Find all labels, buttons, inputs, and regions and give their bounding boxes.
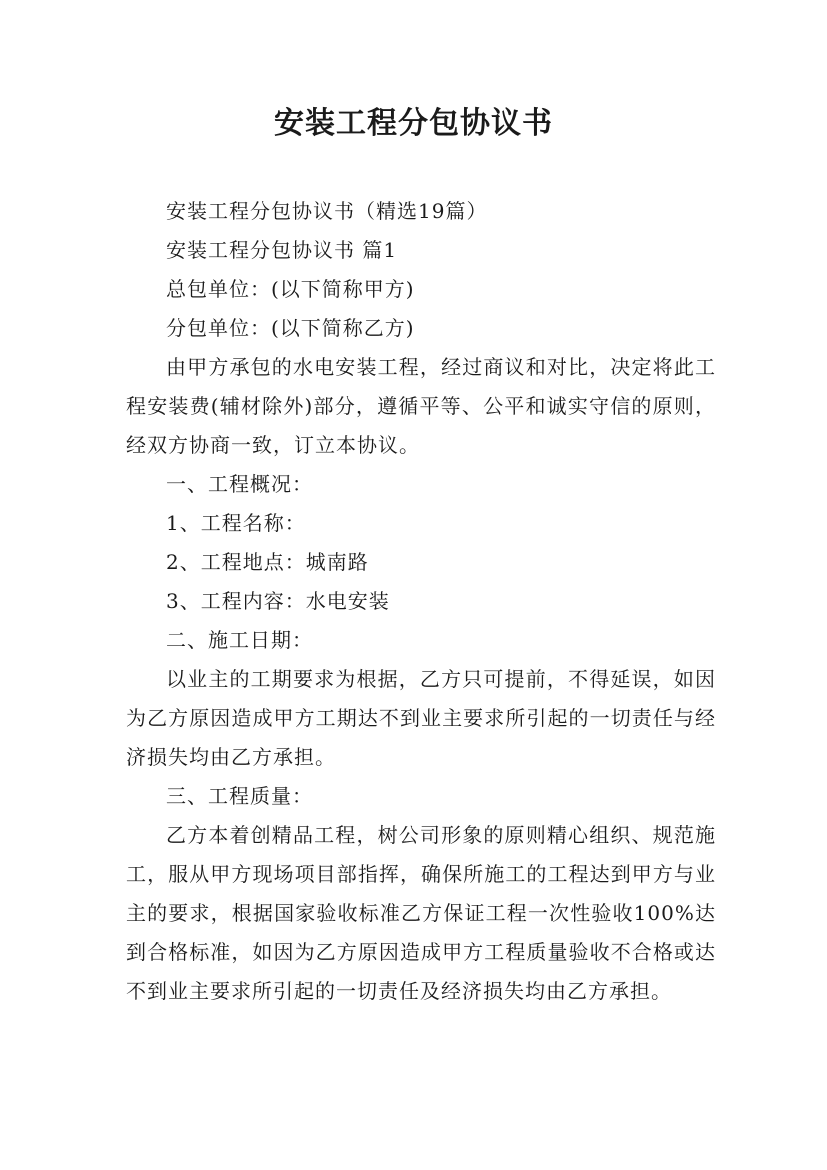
paragraph-subcontractor: 分包单位：(以下简称乙方) [166, 316, 415, 340]
document-body [126, 192, 716, 1011]
paragraph-subtitle: 安装工程分包协议书（精选19篇） [166, 199, 488, 223]
paragraph-article-heading: 安装工程分包协议书 篇1 [166, 238, 398, 262]
section-heading-quality: 三、工程质量： [166, 784, 313, 808]
paragraph-schedule: 以业主的工期要求为根据，乙方只可提前，不得延误，如因为乙方原因造成甲方工期达不到业主要求所引起的一切责任与经济损失均由乙方承担。 [126, 667, 716, 769]
paragraph-intro: 由甲方承包的水电安装工程，经过商议和对比，决定将此工程安装费(辅材除外)部分，遵循平等、公平和诚实守信的原则，经双方协商一致，订立本协议。 [126, 355, 716, 457]
paragraph-project-location: 2、工程地点：城南路 [166, 550, 369, 574]
paragraph-quality: 乙方本着创精品工程，树公司形象的原则精心组织、规范施工，服从甲方现场项目部指挥，确保所施工的工程达到甲方与业主的要求，根据国家验收标准乙方保证工程一次性验收100%达到合格标准，如因为乙方原因造成甲方工程质量验收不合格或达不到业主要求所引起的一切责任及经济损失均由乙方承担。 [126, 823, 716, 1003]
document-title: 安装工程分包协议书 [274, 106, 553, 141]
section-heading-schedule: 二、施工日期： [166, 628, 313, 652]
paragraph-project-name: 1、工程名称： [166, 511, 306, 535]
section-heading-overview: 一、工程概况： [166, 472, 313, 496]
paragraph-general-contractor: 总包单位：(以下简称甲方) [166, 277, 415, 301]
paragraph-project-content: 3、工程内容：水电安装 [166, 589, 390, 613]
